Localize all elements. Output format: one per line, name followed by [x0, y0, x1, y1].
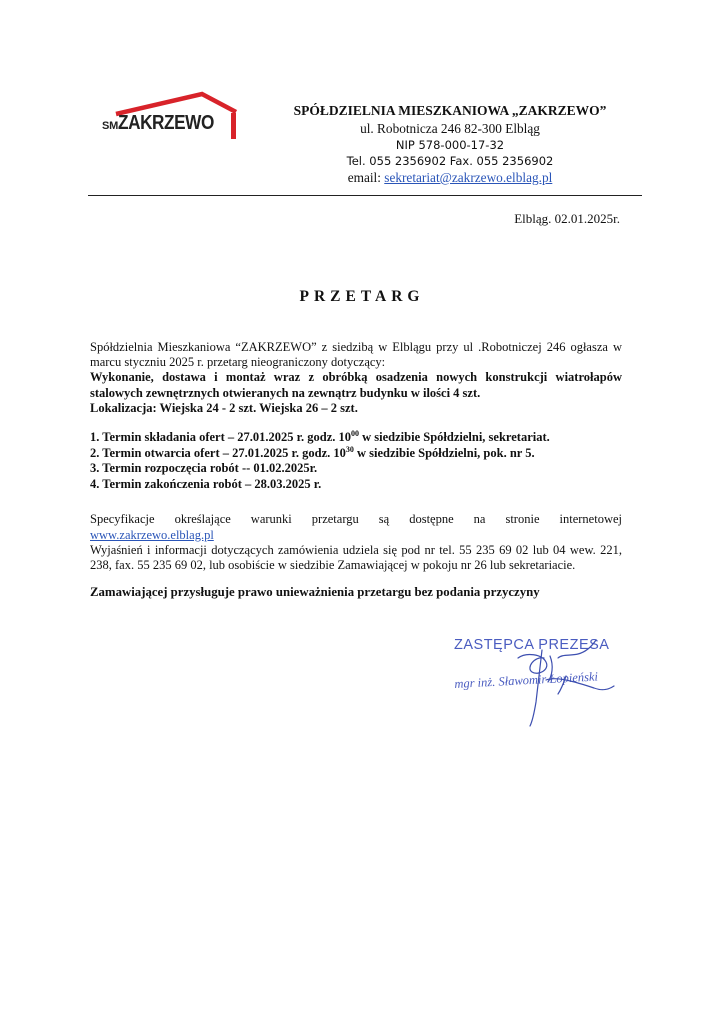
term-text: w siedzibie Spółdzielni, pok. nr 5. [353, 445, 535, 460]
final-statement: Zamawiającej przysługuje prawo unieważnienia przetargu bez podania przyczyny [90, 585, 540, 600]
document-title: PRZETARG [299, 288, 425, 305]
letterhead [280, 102, 620, 186]
signature-stamp [446, 636, 636, 746]
handwritten-signature [446, 636, 636, 746]
term-item: 4. Termin zakończenia robót – 28.03.2025 r. [90, 476, 322, 491]
header-divider [88, 195, 642, 196]
organization-name: SPÓŁDZIELNIA MIESZKANIOWA „ZAKRZEWO” [293, 103, 607, 118]
document-body [90, 340, 622, 600]
email-link[interactable]: sekretariat@zakrzewo.elblag.pl [384, 170, 553, 185]
address-line: ul. Robotnicza 246 82-300 Elbląg [360, 121, 540, 136]
term-text: 2. Termin otwarcia ofert – 27.01.2025 r. godz. 10 [90, 445, 346, 460]
specification-link-line [90, 528, 622, 543]
document-date: Elbląg. 02.01.2025r. [514, 211, 620, 226]
term-text: w siedzibie Spółdzielni, sekretariat. [359, 430, 550, 445]
term-time-sup: 00 [351, 428, 360, 438]
email-label: email: [347, 170, 385, 185]
terms-list [90, 430, 622, 492]
stamp-title: ZASTĘPCA PREZESA [454, 637, 610, 653]
term-text: 1. Termin składania ofert – 27.01.2025 r. godz. 10 [90, 430, 352, 445]
company-logo [96, 88, 240, 144]
phone-fax-line: Tel. 055 2356902 Fax. 055 2356902 [346, 154, 554, 168]
website-link[interactable]: www.zakrzewo.elblag.pl [90, 527, 214, 542]
term-time-sup: 30 [345, 444, 354, 454]
term-item [90, 446, 622, 462]
nip-line: NIP 578-000-17-32 [395, 138, 505, 152]
logo-sm-text: SM [102, 120, 119, 132]
intro-paragraph: Spółdzielnia Mieszkaniowa “ZAKRZEWO” z siedzibą w Elblągu przy ul .Robotniczej 246 ogłasza w marcu styczniu 2025 r. przetarg nieograniczony dotyczący: [90, 340, 622, 370]
location-line: Lokalizacja: Wiejska 24 - 2 szt. Wiejska 26 – 2 szt. [90, 400, 358, 415]
term-item: 3. Termin rozpoczęcia robót -- 01.02.2025r. [90, 461, 318, 476]
tender-subject: Wykonanie, dostawa i montaż wraz z obróbką osadzenia nowych konstrukcji wiatrołapów stalowych zewnętrznych otwieranych na zewnątrz budynku w ilości 4 szt. [90, 370, 622, 400]
info-paragraph: Wyjaśnień i informacji dotyczących zamówienia udziela się pod nr tel. 55 235 69 02 lub 04 wew. 221, 238, fax. 55 235 69 02, lub osobiście w siedzibie Zamawiającej w pokoju nr 26 lub sekretariacie. [90, 542, 622, 572]
email-line [280, 169, 620, 186]
logo-name-text: ZAKRZEWO [118, 112, 214, 134]
term-item [90, 430, 622, 446]
stamp-name: mgr inż. Sławomir Łopieński [454, 669, 599, 691]
specification-line: Specyfikacje określające warunki przetargu są dostępne na stronie internetowej [90, 512, 622, 527]
